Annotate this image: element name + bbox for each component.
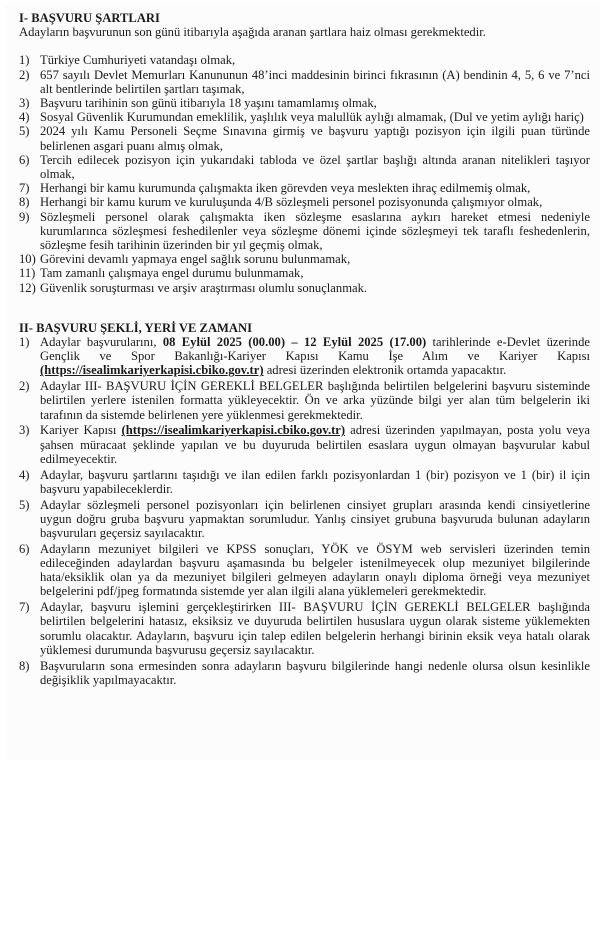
text-fragment: adresi üzerinden elektronik ortamda yapacaktır. (263, 363, 507, 378)
item-text: Sözleşmeli personel olarak çalışmakta iken sözleşme esaslarına aykırı hareket etmesi nedeniyle kurumlarınca sözleşmesi feshedilenler veya sözleşme dönemi içinde sözleşmeyi tek taraflı feshedenlerin, sözleşme fesih tarihinin üzerinden bir yıl geçmiş olmak, (40, 209, 590, 253)
item-number: 5) (19, 124, 30, 139)
item-number: 6) (19, 541, 30, 556)
section-basvuru-sartlari (19, 11, 590, 295)
item-number: 12) (19, 280, 36, 295)
text-fragment: Adaylar başvurularını, (40, 335, 163, 350)
list-item (19, 110, 590, 124)
list-item (19, 266, 590, 280)
text-fragment: tarihlerinde e-Devlet üzerinde Gençlik ve Spor Bakanlığı-Kariyer Kapısı Kamu İşe Alım ve Kariyer Kapısı (40, 335, 590, 364)
list-item (19, 210, 590, 253)
list-item (19, 68, 590, 96)
item-text: Adaylar, başvuru işlemini gerçekleştirirken III- BAŞVURU İÇİN GEREKLİ BELGELER başlığında belirtilen belgelerini hatasız, eksiksiz ve duyuruda belirtilen hususlara uygun olarak sisteme yüklemekten sorumlu olacaktır. Adayların, başvuru için talep edilen belgelerin herhangi birinin eksik veya hatalı olarak yüklemesi durumunda başvurusu geçersiz sayılacaktır. (40, 600, 590, 657)
item-number: 6) (19, 152, 30, 167)
item-text: Sosyal Güvenlik Kurumundan emeklilik, yaşlılık veya malullük aylığı almamak, (Dul ve yetim aylığı hariç) (40, 110, 584, 125)
item-text: Adayların mezuniyet bilgileri ve KPSS sonuçları, YÖK ve ÖSYM web servisleri üzerinden temin edileceğinden adaylardan başvuru aşamasında bu belgeler istenilmeyecek olup mezuniyet bilgilerinde hata/eksiklik olan ya da mezuniyet bilgileri gelmeyen adayların onaylı diploma örneği veya mezuniyet belgelerini pdf/jpeg formatında sistemde yer alan ilgili alana yüklemeleri gerekmektedir. (40, 541, 590, 599)
item-text: Türkiye Cumhuriyeti vatandaşı olmak, (40, 53, 236, 68)
section-2-title: II- BAŞVURU ŞEKLİ, YERİ VE ZAMANI (19, 320, 253, 335)
list-item (19, 468, 590, 498)
item-number: 9) (19, 209, 30, 224)
list-item (19, 124, 590, 152)
list-item (19, 96, 590, 110)
list-item (19, 281, 590, 295)
list-item (19, 379, 590, 423)
section-1-intro: Adayların başvurunun son günü itibarıyla aşağıda aranan şartlara haiz olması gerekmektedir. (19, 25, 486, 40)
list-item (19, 153, 590, 181)
item-text: Güvenlik soruşturması ve arşiv araştırması olumlu sonuçlanmak. (40, 280, 368, 295)
item-text: Adaylar sözleşmeli personel pozisyonları için belirlenen cinsiyet grupları arasında kendi cinsiyetlerine uygun doğru gruba başvuru yapmaktan sorumludur. Yanlış cinsiyet grubuna başvuruda bulunan adayların başvuruları geçersiz sayılacaktır. (40, 497, 590, 541)
item-text: Görevini devamlı yapmaya engel sağlık sorunu bulunmamak, (40, 252, 351, 267)
list-item (19, 335, 590, 379)
section-basvuru-sekli (19, 321, 590, 689)
item-number: 7) (19, 181, 30, 196)
item-number: 7) (19, 600, 30, 615)
text-fragment: adresi üzerinden yapılmayan, posta yolu veya şahsen müracaat şeklinde yapılan ve bu duyuruda belirtilen esaslara uygun olmayan başvurular kabul edilmeyecektir. (40, 423, 590, 466)
list-item (19, 53, 590, 67)
item-text: Başvuru tarihinin son günü itibarıyla 18 yaşını tamamlamış olmak, (40, 96, 377, 111)
item-number: 3) (19, 96, 30, 111)
item-text: Adaylar, başvuru şartlarını taşıdığı ve ilan edilen farklı pozisyonlardan 1 (bir) pozisyon ve 1 (bir) il için başvuru yapabileceklerdir. (40, 467, 590, 496)
item-number: 5) (19, 497, 30, 512)
requirements-list (19, 53, 590, 294)
item-number: 3) (19, 423, 30, 438)
item-text: Başvuruların sona ermesinden sonra adayların başvuru bilgilerinde hangi nedenle olursa olsun kesinlikle değişiklik yapılmayacaktır. (40, 658, 590, 687)
item-number: 11) (19, 266, 36, 281)
item-number: 8) (19, 658, 30, 673)
document-body (19, 11, 590, 689)
item-text (40, 423, 590, 466)
item-number: 10) (19, 252, 36, 267)
kariyer-kapisi-link[interactable]: (https://isealimkariyerkapisi.cbiko.gov.tr) (121, 423, 346, 438)
text-fragment: Kariyer Kapısı (40, 423, 122, 438)
application-list (19, 335, 590, 689)
item-text: Tercih edilecek pozisyon için yukarıdaki tabloda ve özel şartlar başlığı altında aranan nitelikleri taşıyor olmak, (40, 152, 590, 182)
item-text: 2024 yılı Kamu Personeli Seçme Sınavına girmiş ve başvuru yaptığı pozisyon için ilgili puan türünde belirlenen asgari puanı almış olmak, (40, 124, 590, 153)
item-text: 657 sayılı Devlet Memurları Kanununun 48’inci maddesinin birinci fıkrasının (A) bendinin 4, 5, 6 ve 7’nci alt bentlerinde belirtilen şartları taşımak, (40, 67, 590, 96)
list-item (19, 659, 590, 689)
list-item (19, 600, 590, 658)
list-item (19, 195, 590, 209)
item-text: Adaylar III- BAŞVURU İÇİN GEREKLİ BELGELER başlığında belirtilen belgelerini başvuru sisteminde belirtilen yerlere istenilen formatta yükleyecektir. Ön ve arka yüzünde bilgi yer alan tüm belgelerin iki tarafının da sistemde belirlenen yere yüklenmesi gerekmektedir. (40, 379, 590, 422)
item-number: 1) (19, 335, 30, 350)
item-number: 2) (19, 379, 30, 394)
list-item (19, 423, 590, 467)
kariyer-kapisi-link[interactable]: (https://isealimkariyerkapisi.cbiko.gov.tr) (40, 363, 264, 378)
section-1-title: I- BAŞVURU ŞARTLARI (19, 11, 160, 25)
item-text: Tam zamanlı çalışmaya engel durumu bulunmamak, (40, 266, 304, 281)
list-item (19, 542, 590, 600)
list-item (19, 181, 590, 195)
item-text: Herhangi bir kamu kurum ve kuruluşunda 4/B sözleşmeli personel pozisyonunda çalışmıyor olmak, (40, 195, 543, 210)
application-dates: 08 Eylül 2025 (00.00) – 12 Eylül 2025 (17.00) (162, 335, 427, 350)
item-number: 2) (19, 67, 30, 82)
item-number: 1) (19, 53, 30, 68)
item-number: 4) (19, 467, 30, 482)
item-text: Herhangi bir kamu kurumunda çalışmakta iken görevden veya meslekten ihraç edilmemiş olmak, (40, 181, 531, 196)
item-number: 4) (19, 110, 30, 125)
list-item (19, 252, 590, 266)
item-text (40, 335, 590, 378)
item-number: 8) (19, 195, 30, 210)
list-item (19, 498, 590, 542)
